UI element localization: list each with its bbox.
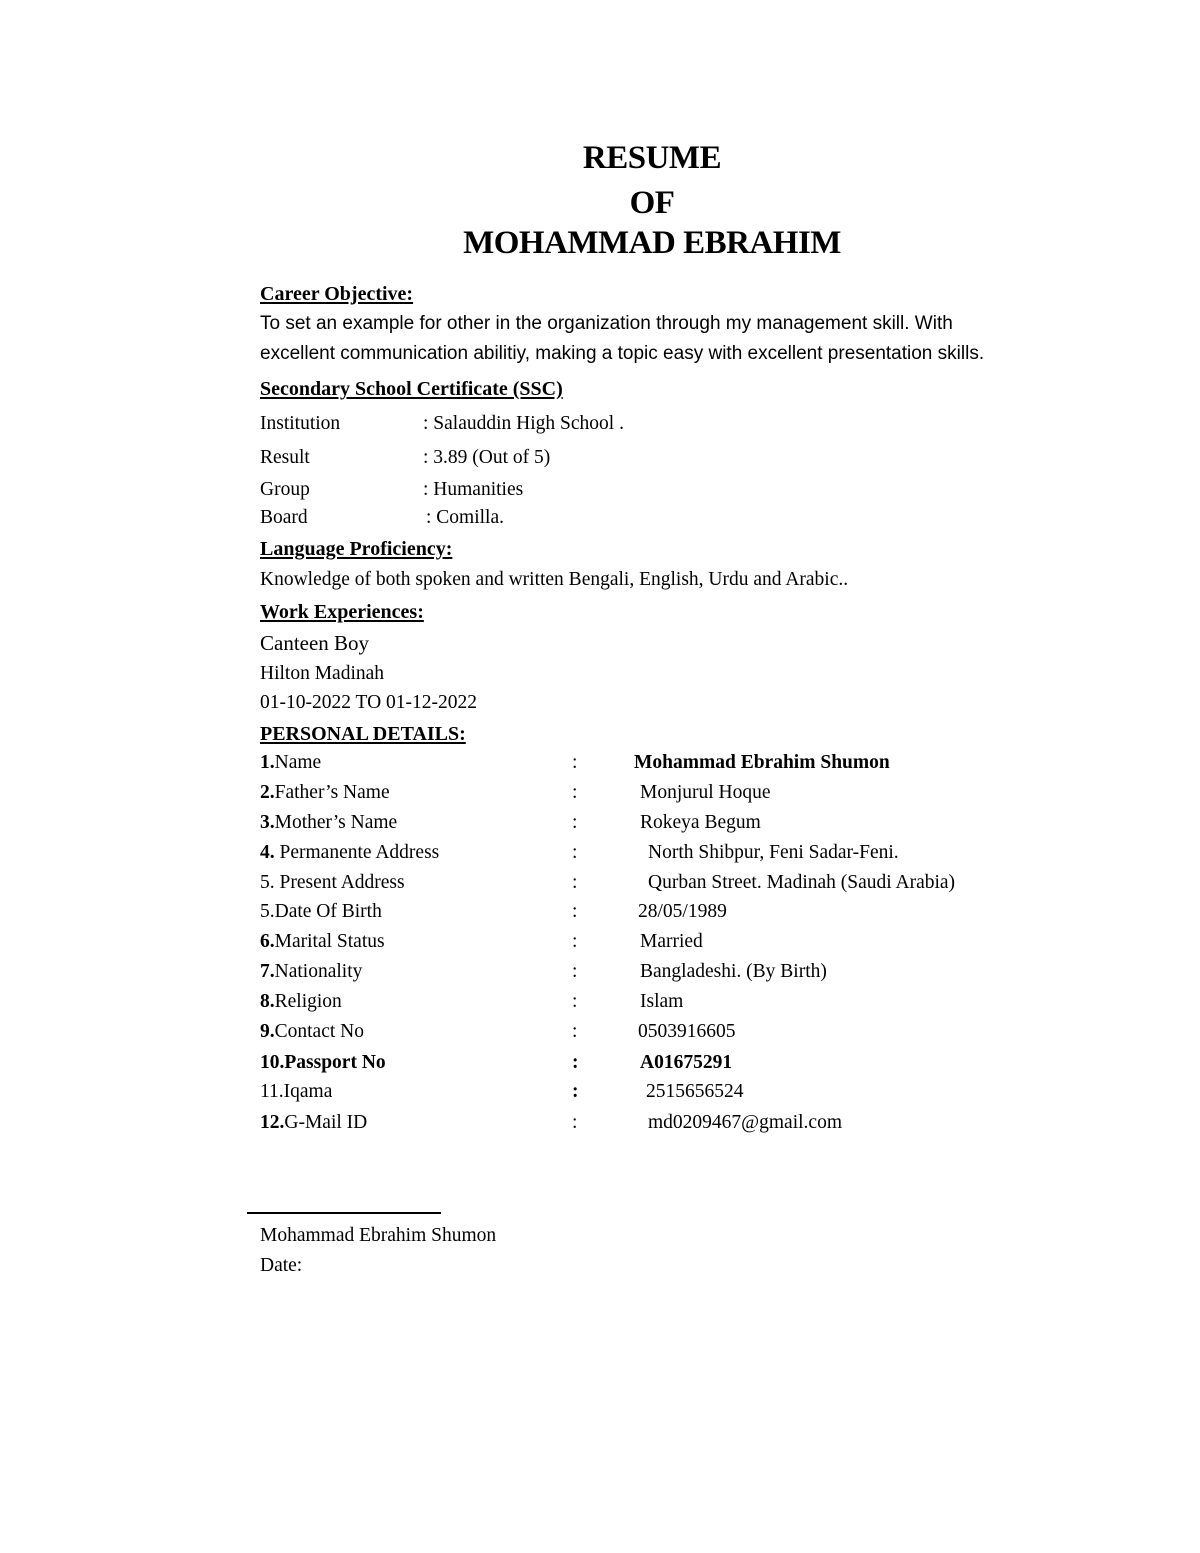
- row-value: Qurban Street. Madinah (Saudi Arabia): [648, 872, 956, 893]
- row-value: A01675291: [640, 1052, 733, 1073]
- row-label: Contact No: [274, 1021, 364, 1042]
- row-value: North Shibpur, Feni Sadar-Feni.: [648, 842, 899, 863]
- personal-label: [260, 1052, 386, 1074]
- career-objective-heading: Career Objective:: [260, 283, 414, 305]
- row-value: 2515656524: [646, 1081, 744, 1102]
- row-colon: :: [572, 752, 578, 773]
- row-number: 10.: [260, 1052, 285, 1073]
- row-colon: :: [572, 1081, 579, 1102]
- signature-date-label: Date:: [260, 1255, 303, 1276]
- row-label: Father’s Name: [274, 782, 390, 803]
- row-label: Religion: [274, 991, 342, 1012]
- language-heading: Language Proficiency:: [260, 538, 453, 560]
- personal-label: [260, 842, 439, 864]
- row-colon: :: [572, 1112, 578, 1133]
- ssc-value: : Comilla.: [426, 507, 504, 528]
- personal-label: [260, 1112, 367, 1134]
- row-value: 0503916605: [638, 1021, 736, 1042]
- row-number: 8.: [260, 991, 275, 1012]
- row-value: Monjurul Hoque: [640, 782, 771, 803]
- personal-label: [260, 931, 385, 953]
- row-colon: :: [572, 931, 578, 952]
- row-number: 9.: [260, 1021, 275, 1042]
- personal-label: [260, 901, 382, 923]
- personal-label: [260, 1021, 364, 1043]
- ssc-value: : 3.89 (Out of 5): [423, 447, 551, 468]
- work-period: 01-10-2022 TO 01-12-2022: [260, 692, 478, 713]
- row-value: md0209467@gmail.com: [648, 1112, 842, 1133]
- row-number: 1.: [260, 752, 275, 773]
- row-label: Mother’s Name: [274, 812, 398, 833]
- career-objective-line-2: excellent communication abilitiy, making a topic easy with excellent presentation skills.: [260, 343, 985, 364]
- row-value: Islam: [640, 991, 684, 1012]
- row-number: 4.: [260, 842, 275, 863]
- row-colon: :: [572, 1021, 578, 1042]
- ssc-value: : Humanities: [423, 479, 524, 500]
- personal-label: [260, 752, 321, 774]
- row-label: Date Of Birth: [274, 901, 382, 922]
- row-label: Marital Status: [274, 931, 385, 952]
- row-value: Rokeya Begum: [640, 812, 761, 833]
- title-name: MOHAMMAD EBRAHIM: [463, 225, 841, 261]
- row-label: Nationality: [274, 961, 363, 982]
- row-number: 5.: [260, 901, 275, 922]
- row-colon: :: [572, 1052, 579, 1073]
- work-position: Canteen Boy: [260, 631, 370, 655]
- row-colon: :: [572, 872, 578, 893]
- signature-name: Mohammad Ebrahim Shumon: [260, 1225, 497, 1246]
- row-number: 6.: [260, 931, 275, 952]
- personal-label: [260, 782, 390, 804]
- ssc-value: : Salauddin High School .: [423, 413, 624, 434]
- row-colon: :: [572, 812, 578, 833]
- row-label: Passport No: [284, 1052, 386, 1073]
- ssc-label: Group: [260, 479, 310, 500]
- personal-heading: PERSONAL DETAILS:: [260, 723, 466, 745]
- row-colon: :: [572, 991, 578, 1012]
- work-heading: Work Experiences:: [260, 601, 424, 623]
- personal-label: [260, 812, 397, 834]
- row-colon: :: [572, 961, 578, 982]
- title-of: OF: [629, 185, 675, 221]
- row-label: Permanente Address: [274, 842, 440, 863]
- row-number: 7.: [260, 961, 275, 982]
- title-resume: RESUME: [582, 140, 722, 176]
- row-number: 2.: [260, 782, 275, 803]
- career-objective-line-1: To set an example for other in the organization through my management skill. With: [260, 313, 953, 334]
- row-number: 5.: [260, 872, 275, 893]
- ssc-label: Result: [260, 447, 310, 468]
- row-number: 3.: [260, 812, 275, 833]
- row-colon: :: [572, 901, 578, 922]
- row-label: Iqama: [283, 1081, 333, 1102]
- row-label: G-Mail ID: [284, 1112, 368, 1133]
- personal-label: [260, 961, 362, 983]
- row-value: Married: [640, 931, 703, 952]
- personal-label: [260, 1081, 332, 1103]
- ssc-label: Board: [260, 507, 308, 528]
- row-value: 28/05/1989: [638, 901, 727, 922]
- personal-label: [260, 991, 342, 1013]
- row-value: Bangladeshi. (By Birth): [640, 961, 827, 982]
- row-label: Name: [274, 752, 322, 773]
- work-employer: Hilton Madinah: [260, 663, 385, 684]
- language-text: Knowledge of both spoken and written Bengali, English, Urdu and Arabic..: [260, 569, 849, 590]
- personal-label: [260, 872, 405, 894]
- signature-line: [247, 1212, 441, 1214]
- ssc-label: Institution: [260, 413, 341, 434]
- row-colon: :: [572, 782, 578, 803]
- row-number: 11.: [260, 1081, 284, 1102]
- row-colon: :: [572, 842, 578, 863]
- row-value: Mohammad Ebrahim Shumon: [634, 752, 890, 773]
- row-label: Present Address: [274, 872, 405, 893]
- row-number: 12.: [260, 1112, 285, 1133]
- ssc-heading: Secondary School Certificate (SSC): [260, 378, 563, 400]
